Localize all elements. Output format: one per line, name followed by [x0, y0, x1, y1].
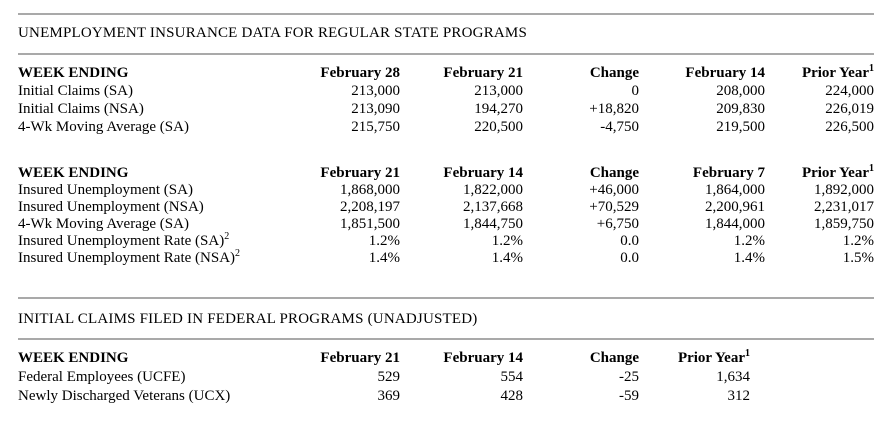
- cell-value: 0.0: [620, 233, 639, 249]
- spacer-cell: [750, 368, 874, 387]
- state-initial-claims-table: [18, 64, 874, 136]
- row-label: 4-Wk Moving Average (SA): [18, 216, 189, 232]
- cell-value: 1,859,750: [814, 216, 874, 232]
- cell-value: 1.2%: [368, 233, 400, 249]
- table-row: [18, 368, 874, 387]
- cell-value: 209,830: [716, 101, 765, 117]
- spacer-cell: [750, 387, 874, 406]
- column-header-change: Change: [589, 65, 639, 81]
- cell-value: 1,868,000: [340, 182, 400, 198]
- column-header-february-7: February 7: [692, 165, 765, 181]
- prior-year-label: Prior Year: [801, 65, 869, 81]
- row-label: Initial Claims (NSA): [18, 101, 144, 117]
- cell-value: 1,844,000: [705, 216, 765, 232]
- cell-value: 0: [631, 83, 639, 99]
- column-header-february-21: February 21: [320, 350, 400, 366]
- column-header-week-ending: WEEK ENDING: [18, 165, 129, 181]
- table-row: [18, 216, 874, 233]
- column-header-february-14: February 14: [443, 165, 523, 181]
- table-row: [18, 250, 874, 267]
- row-label: Initial Claims (SA): [18, 83, 133, 99]
- cell-value: 1.2%: [842, 233, 874, 249]
- state-programs-title: UNEMPLOYMENT INSURANCE DATA FOR REGULAR STATE PROGRAMS: [18, 25, 528, 41]
- cell-value: 428: [500, 388, 523, 404]
- cell-value: 554: [500, 369, 523, 385]
- cell-value: +70,529: [589, 199, 639, 215]
- cell-value: 1.2%: [491, 233, 523, 249]
- federal-claims-table: [18, 349, 874, 406]
- table-row: [18, 199, 874, 216]
- cell-value: 226,500: [825, 119, 874, 135]
- cell-value: +46,000: [589, 182, 639, 198]
- column-header-week-ending: WEEK ENDING: [18, 65, 129, 81]
- spacer-cell: [750, 349, 874, 368]
- footnote-marker: 1: [869, 63, 874, 74]
- cell-value: 529: [377, 369, 400, 385]
- table-row: [18, 100, 874, 118]
- federal-programs-title: INITIAL CLAIMS FILED IN FEDERAL PROGRAMS (UNADJUSTED): [18, 311, 478, 327]
- footnote-marker: 2: [224, 231, 230, 242]
- row-label: 4-Wk Moving Average (SA): [18, 119, 189, 135]
- cell-value: 1,844,750: [463, 216, 523, 232]
- footnote-marker: 2: [235, 248, 241, 259]
- row-label-text: Insured Unemployment Rate (SA): [18, 233, 225, 249]
- section-rule-top: [18, 13, 874, 15]
- cell-value: 220,500: [474, 119, 523, 135]
- cell-value: 2,200,961: [705, 199, 765, 215]
- cell-value: 219,500: [716, 119, 765, 135]
- row-label-text: Insured Unemployment Rate (NSA): [18, 250, 236, 266]
- row-label: Newly Discharged Veterans (UCX): [18, 388, 231, 404]
- cell-value: 2,231,017: [814, 199, 874, 215]
- cell-value: 1,892,000: [814, 182, 874, 198]
- state-insured-unemployment-table: [18, 165, 874, 267]
- column-header-week-ending: WEEK ENDING: [18, 350, 129, 366]
- column-header-prior-year: [765, 165, 874, 182]
- cell-value: 1,851,500: [340, 216, 400, 232]
- table-row: [18, 82, 874, 100]
- cell-value: 215,750: [351, 119, 400, 135]
- column-header-february-28: February 28: [320, 65, 400, 81]
- cell-value: 224,000: [825, 83, 874, 99]
- column-header-change: Change: [589, 350, 639, 366]
- cell-value: 312: [727, 388, 750, 404]
- footnote-marker: 1: [869, 163, 874, 174]
- cell-value: 1.4%: [733, 250, 765, 266]
- cell-value: 0.0: [620, 250, 639, 266]
- cell-value: 208,000: [716, 83, 765, 99]
- row-label: Federal Employees (UCFE): [18, 369, 186, 385]
- table-header-row: [18, 165, 874, 182]
- section-rule: [18, 297, 874, 299]
- cell-value: 1.4%: [491, 250, 523, 266]
- cell-value: -25: [619, 369, 639, 385]
- cell-value: 226,019: [825, 101, 874, 117]
- table-row: [18, 387, 874, 406]
- column-header-change: Change: [589, 165, 639, 181]
- row-label: [18, 250, 280, 267]
- cell-value: 1,634: [716, 369, 750, 385]
- cell-value: -59: [619, 388, 639, 404]
- cell-value: 1.5%: [842, 250, 874, 266]
- cell-value: 213,000: [474, 83, 523, 99]
- cell-value: 1,822,000: [463, 182, 523, 198]
- cell-value: 194,270: [474, 101, 523, 117]
- cell-value: 213,090: [351, 101, 400, 117]
- table-header-row: [18, 349, 874, 368]
- prior-year-label: Prior Year: [677, 350, 745, 366]
- column-header-february-21: February 21: [443, 65, 523, 81]
- cell-value: +6,750: [596, 216, 639, 232]
- table-row: [18, 182, 874, 199]
- cell-value: 2,137,668: [463, 199, 523, 215]
- cell-value: 2,208,197: [340, 199, 400, 215]
- footnote-marker: 1: [745, 348, 750, 359]
- cell-value: +18,820: [589, 101, 639, 117]
- cell-value: 1.4%: [368, 250, 400, 266]
- cell-value: 1.2%: [733, 233, 765, 249]
- column-header-february-14: February 14: [443, 350, 523, 366]
- column-header-february-21: February 21: [320, 165, 400, 181]
- column-header-prior-year: [765, 64, 874, 82]
- table-row: [18, 118, 874, 136]
- section-rule: [18, 53, 874, 55]
- column-header-prior-year: [639, 349, 750, 368]
- row-label: Insured Unemployment (NSA): [18, 199, 204, 215]
- row-label: [18, 233, 280, 250]
- cell-value: 1,864,000: [705, 182, 765, 198]
- row-label: Insured Unemployment (SA): [18, 182, 193, 198]
- cell-value: -4,750: [600, 119, 639, 135]
- table-row: [18, 233, 874, 250]
- prior-year-label: Prior Year: [801, 165, 869, 181]
- section-rule: [18, 338, 874, 340]
- cell-value: 213,000: [351, 83, 400, 99]
- column-header-february-14: February 14: [685, 65, 765, 81]
- cell-value: 369: [377, 388, 400, 404]
- table-header-row: [18, 64, 874, 82]
